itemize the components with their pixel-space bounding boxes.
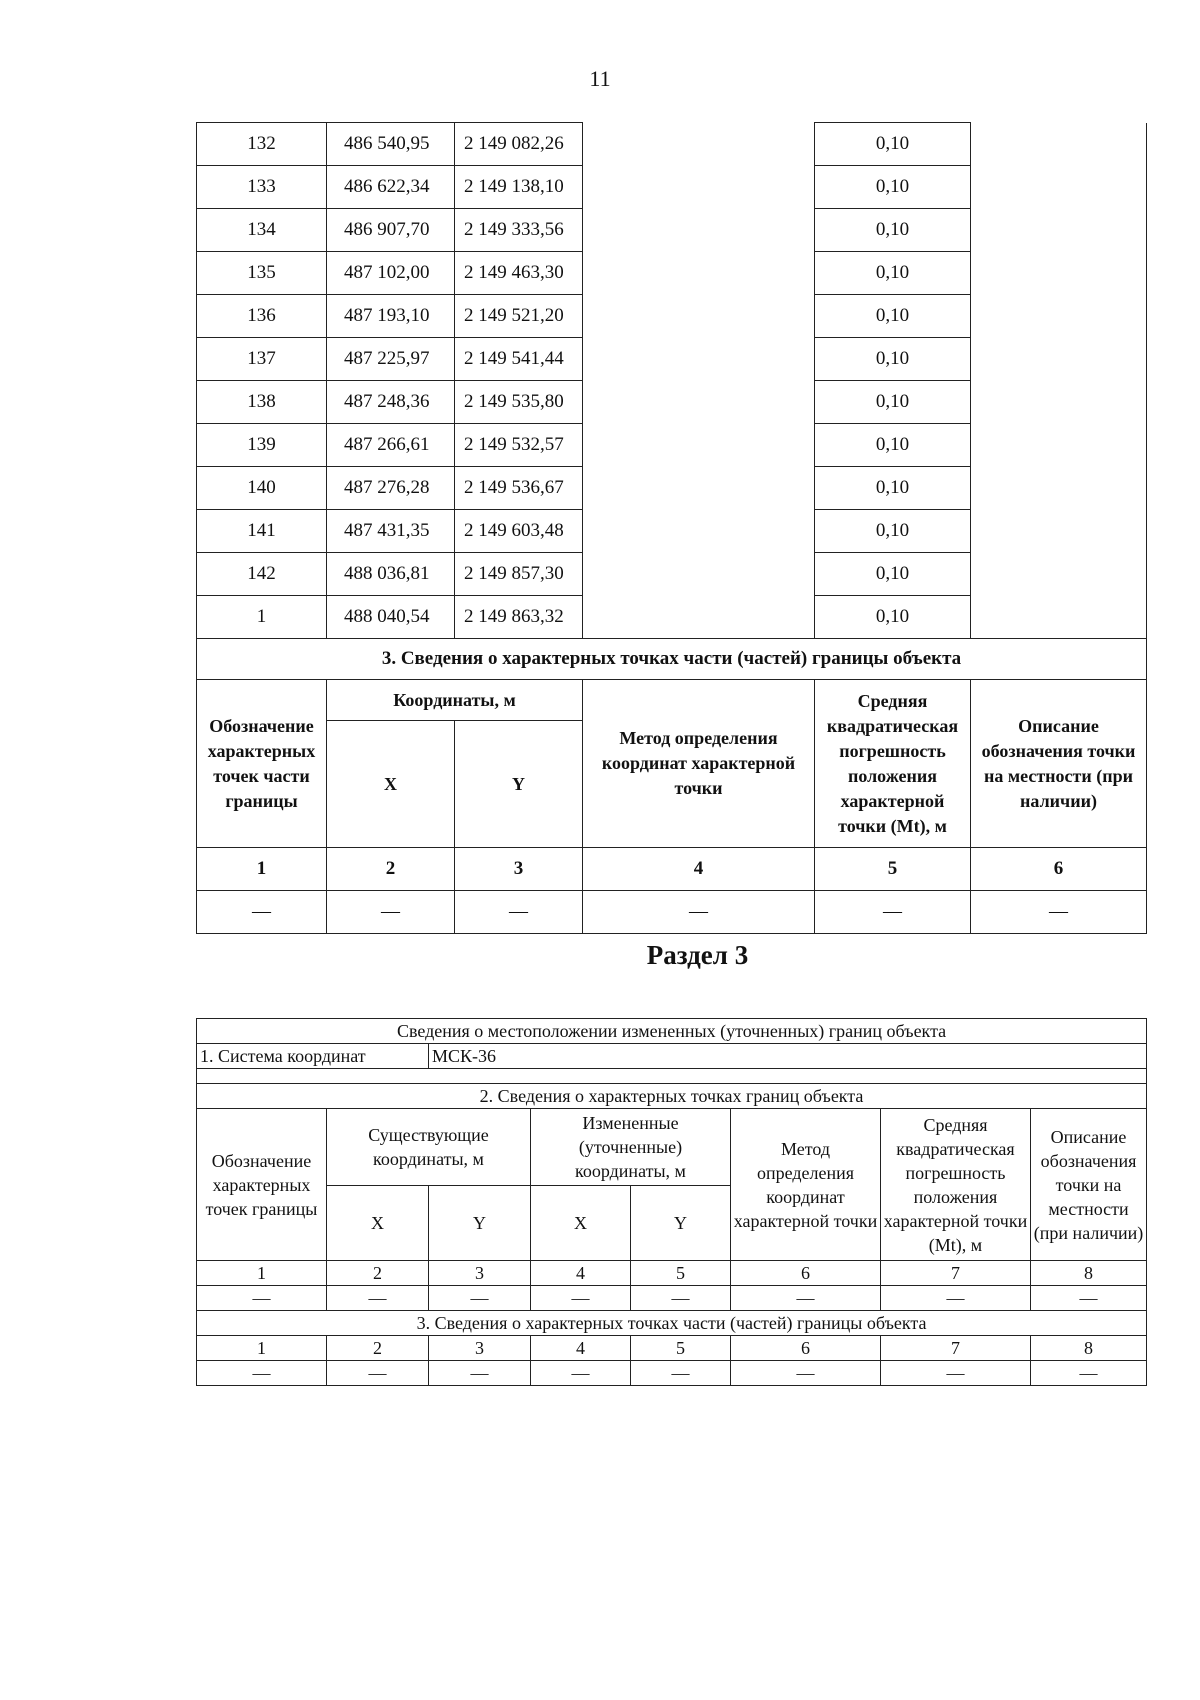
point-x: 486 540,95 bbox=[327, 123, 455, 166]
dash-cell: — bbox=[429, 1361, 531, 1386]
point-x: 487 102,00 bbox=[327, 252, 455, 295]
dash-cell: — bbox=[583, 891, 815, 934]
point-y: 2 149 082,26 bbox=[455, 123, 583, 166]
point-number: 135 bbox=[197, 252, 327, 295]
point-error: 0,10 bbox=[815, 295, 971, 338]
point-y: 2 149 535,80 bbox=[455, 381, 583, 424]
dash-cell: — bbox=[731, 1286, 881, 1311]
dash-cell: — bbox=[881, 1361, 1031, 1386]
dash-cell: — bbox=[197, 1361, 327, 1386]
index-cell: 4 bbox=[531, 1261, 631, 1286]
index-cell: 1 bbox=[197, 848, 327, 891]
index-cell: 2 bbox=[327, 1261, 429, 1286]
point-y: 2 149 536,67 bbox=[455, 467, 583, 510]
point-number: 132 bbox=[197, 123, 327, 166]
point-number: 1 bbox=[197, 596, 327, 639]
point-y: 2 149 863,32 bbox=[455, 596, 583, 639]
lower-section3-title: 3. Сведения о характерных точках части (частей) границы объекта bbox=[197, 1311, 1147, 1336]
point-y: 2 149 541,44 bbox=[455, 338, 583, 381]
dash-cell: — bbox=[531, 1286, 631, 1311]
dash-cell: — bbox=[631, 1361, 731, 1386]
point-number: 137 bbox=[197, 338, 327, 381]
coord-system-value: МСК-36 bbox=[429, 1044, 1147, 1069]
dash-cell: — bbox=[327, 1361, 429, 1386]
point-x: 486 907,70 bbox=[327, 209, 455, 252]
header-error: Средняя квадратическая погрешность положения характерной точки (Mt), м bbox=[815, 680, 971, 848]
point-x: 488 036,81 bbox=[327, 553, 455, 596]
point-x: 488 040,54 bbox=[327, 596, 455, 639]
point-error: 0,10 bbox=[815, 596, 971, 639]
point-number: 139 bbox=[197, 424, 327, 467]
header-description: Описание обозначения точки на местности (при наличии) bbox=[971, 680, 1147, 848]
header-x: X bbox=[531, 1186, 631, 1261]
changed-boundaries-table bbox=[196, 1018, 1147, 1386]
header-changed-coords: Измененные (уточненные) координаты, м bbox=[531, 1109, 731, 1186]
point-error: 0,10 bbox=[815, 553, 971, 596]
point-error: 0,10 bbox=[815, 209, 971, 252]
index-cell: 7 bbox=[881, 1261, 1031, 1286]
dash-cell: — bbox=[327, 891, 455, 934]
dash-cell: — bbox=[455, 891, 583, 934]
point-error: 0,10 bbox=[815, 424, 971, 467]
blank-row bbox=[197, 1069, 1147, 1084]
header-method: Метод определения координат характерной точки bbox=[583, 680, 815, 848]
index-cell: 6 bbox=[971, 848, 1147, 891]
header-error: Средняя квадратическая погрешность положения характерной точки (Mt), м bbox=[881, 1109, 1031, 1261]
point-row bbox=[197, 123, 1147, 166]
header-y: Y bbox=[429, 1186, 531, 1261]
point-error: 0,10 bbox=[815, 166, 971, 209]
point-error: 0,10 bbox=[815, 381, 971, 424]
header-x: X bbox=[327, 721, 455, 848]
dash-cell: — bbox=[731, 1361, 881, 1386]
dash-cell: — bbox=[197, 1286, 327, 1311]
point-y: 2 149 521,20 bbox=[455, 295, 583, 338]
point-error: 0,10 bbox=[815, 123, 971, 166]
point-error: 0,10 bbox=[815, 467, 971, 510]
page-number: 11 bbox=[589, 66, 611, 91]
point-number: 141 bbox=[197, 510, 327, 553]
point-y: 2 149 463,30 bbox=[455, 252, 583, 295]
point-y: 2 149 857,30 bbox=[455, 553, 583, 596]
dash-cell: — bbox=[815, 891, 971, 934]
lower-table-title: Сведения о местоположении измененных (уточненных) границ объекта bbox=[197, 1019, 1147, 1044]
boundary-points-table bbox=[196, 122, 1147, 934]
index-cell: 3 bbox=[455, 848, 583, 891]
section2-title: 2. Сведения о характерных точках границ объекта bbox=[197, 1084, 1147, 1109]
index-cell: 5 bbox=[631, 1261, 731, 1286]
section3-title: 3. Сведения о характерных точках части (частей) границы объекта bbox=[197, 639, 1147, 680]
point-x: 487 276,28 bbox=[327, 467, 455, 510]
section-heading: Раздел 3 bbox=[646, 940, 749, 970]
dash-cell: — bbox=[531, 1361, 631, 1386]
header-existing-coords: Существующие координаты, м bbox=[327, 1109, 531, 1186]
dash-cell: — bbox=[1031, 1286, 1147, 1311]
header-y: Y bbox=[455, 721, 583, 848]
method-empty-cell bbox=[583, 123, 815, 639]
point-number: 140 bbox=[197, 467, 327, 510]
point-x: 487 431,35 bbox=[327, 510, 455, 553]
point-number: 133 bbox=[197, 166, 327, 209]
point-number: 138 bbox=[197, 381, 327, 424]
index-cell: 1 bbox=[197, 1261, 327, 1286]
point-number: 136 bbox=[197, 295, 327, 338]
point-x: 486 622,34 bbox=[327, 166, 455, 209]
index-cell: 4 bbox=[583, 848, 815, 891]
index-cell: 8 bbox=[1031, 1261, 1147, 1286]
point-x: 487 225,97 bbox=[327, 338, 455, 381]
dash-cell: — bbox=[197, 891, 327, 934]
index-cell: 7 bbox=[881, 1336, 1031, 1361]
index-cell: 6 bbox=[731, 1336, 881, 1361]
description-empty-cell bbox=[971, 123, 1147, 639]
point-error: 0,10 bbox=[815, 252, 971, 295]
header-description: Описание обозначения точки на местности (при наличии) bbox=[1031, 1109, 1147, 1261]
point-x: 487 193,10 bbox=[327, 295, 455, 338]
header-designation: Обозначение характерных точек части границы bbox=[197, 680, 327, 848]
point-y: 2 149 138,10 bbox=[455, 166, 583, 209]
point-x: 487 266,61 bbox=[327, 424, 455, 467]
coord-system-label: 1. Система координат bbox=[197, 1044, 429, 1069]
dash-cell: — bbox=[881, 1286, 1031, 1311]
header-method: Метод определения координат характерной точки bbox=[731, 1109, 881, 1261]
point-error: 0,10 bbox=[815, 338, 971, 381]
point-y: 2 149 532,57 bbox=[455, 424, 583, 467]
index-cell: 5 bbox=[815, 848, 971, 891]
index-cell: 3 bbox=[429, 1261, 531, 1286]
header-designation: Обозначение характерных точек границы bbox=[197, 1109, 327, 1261]
index-cell: 8 bbox=[1031, 1336, 1147, 1361]
index-cell: 1 bbox=[197, 1336, 327, 1361]
index-cell: 2 bbox=[327, 848, 455, 891]
dash-cell: — bbox=[327, 1286, 429, 1311]
dash-cell: — bbox=[971, 891, 1147, 934]
point-error: 0,10 bbox=[815, 510, 971, 553]
header-x: X bbox=[327, 1186, 429, 1261]
point-x: 487 248,36 bbox=[327, 381, 455, 424]
dash-cell: — bbox=[1031, 1361, 1147, 1386]
index-cell: 5 bbox=[631, 1336, 731, 1361]
point-y: 2 149 333,56 bbox=[455, 209, 583, 252]
point-number: 142 bbox=[197, 553, 327, 596]
point-number: 134 bbox=[197, 209, 327, 252]
index-cell: 4 bbox=[531, 1336, 631, 1361]
header-coords: Координаты, м bbox=[327, 680, 583, 721]
dash-cell: — bbox=[429, 1286, 531, 1311]
header-y: Y bbox=[631, 1186, 731, 1261]
index-cell: 6 bbox=[731, 1261, 881, 1286]
index-cell: 2 bbox=[327, 1336, 429, 1361]
index-cell: 3 bbox=[429, 1336, 531, 1361]
point-y: 2 149 603,48 bbox=[455, 510, 583, 553]
dash-cell: — bbox=[631, 1286, 731, 1311]
